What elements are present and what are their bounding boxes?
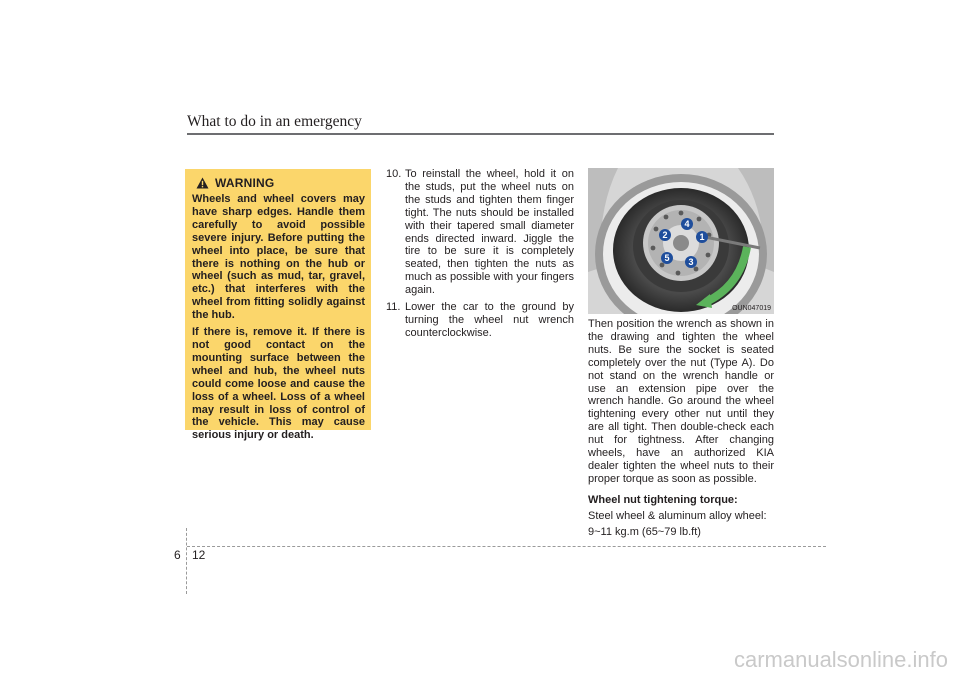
nut-label: 2 — [662, 230, 668, 240]
warning-triangle-icon — [196, 177, 209, 189]
nut-label: 4 — [684, 219, 690, 229]
watermark: carmanualsonline.info — [733, 647, 948, 672]
nut-label: 5 — [664, 253, 670, 263]
step-item — [386, 168, 574, 297]
step-text: Lower the car to the ground by turning the wheel nut wrench counterclockwise. — [405, 301, 574, 339]
nut-label: 3 — [688, 257, 694, 267]
torque-heading: Wheel nut tightening torque: — [588, 493, 738, 506]
nut-label: 1 — [699, 232, 705, 242]
chapter-number: 6 — [174, 548, 181, 562]
step-item — [386, 301, 574, 340]
step-text: To reinstall the wheel, hold it on the studs, put the wheel nuts on the studs and tighten them finger tight. The nuts should be installed with their tapered small diameter ends directed inward. Jiggle the tire to be sure it is completely seated, then tighten the nuts as much as possible with your fingers again. — [405, 168, 574, 297]
footer-rule — [187, 546, 826, 547]
wheel-illustration — [588, 168, 774, 314]
page-number: 12 — [192, 548, 206, 562]
warning-paragraph: If there is, remove it. If there is not good contact on the mounting surface between the wheel and hub, the wheel nuts could come loose and cause the loss of a wheel. Loss of a wheel may result in loss of control of the vehicle. This may cause serious injury or death. — [192, 326, 365, 442]
step-number: 10. — [386, 168, 402, 180]
right-column — [588, 168, 774, 539]
steps-column — [386, 168, 574, 344]
footer-divider — [186, 528, 187, 594]
warning-box — [185, 169, 371, 442]
instruction-paragraph: Then position the wrench as shown in the drawing and tighten the wheel nuts. Be sure the socket is seated completely over the nut (Type A). Do not stand on the wrench handle or use an extension pipe over the wrench handle. Go around the wheel tightening every other nut until they are all tight. Then double-check each nut for tightness. After changing wheels, have an authorized KIA dealer tighten the wheel nuts to their proper torque as soon as possible. — [588, 318, 774, 485]
figure-code: OUN047019 — [732, 305, 771, 312]
wheel-wrench-drawing — [588, 168, 774, 314]
header-rule — [187, 133, 774, 135]
torque-value: 9~11 kg.m (65~79 lb.ft) — [588, 525, 701, 538]
torque-wheel-type: Steel wheel & aluminum alloy wheel: — [588, 509, 767, 522]
warning-paragraph: Wheels and wheel covers may have sharp edges. Handle them carefully to avoid possible severe injury. Before putting the wheel into place, be sure that there is nothing on the hub or wheel (such as mud, tar, gravel, etc.) that interferes with the wheel from fitting solidly against the hub. — [192, 193, 365, 322]
warning-header — [196, 176, 365, 190]
section-title: What to do in an emergency — [187, 113, 362, 130]
step-number: 11. — [386, 301, 401, 314]
warning-title: WARNING — [215, 176, 275, 190]
